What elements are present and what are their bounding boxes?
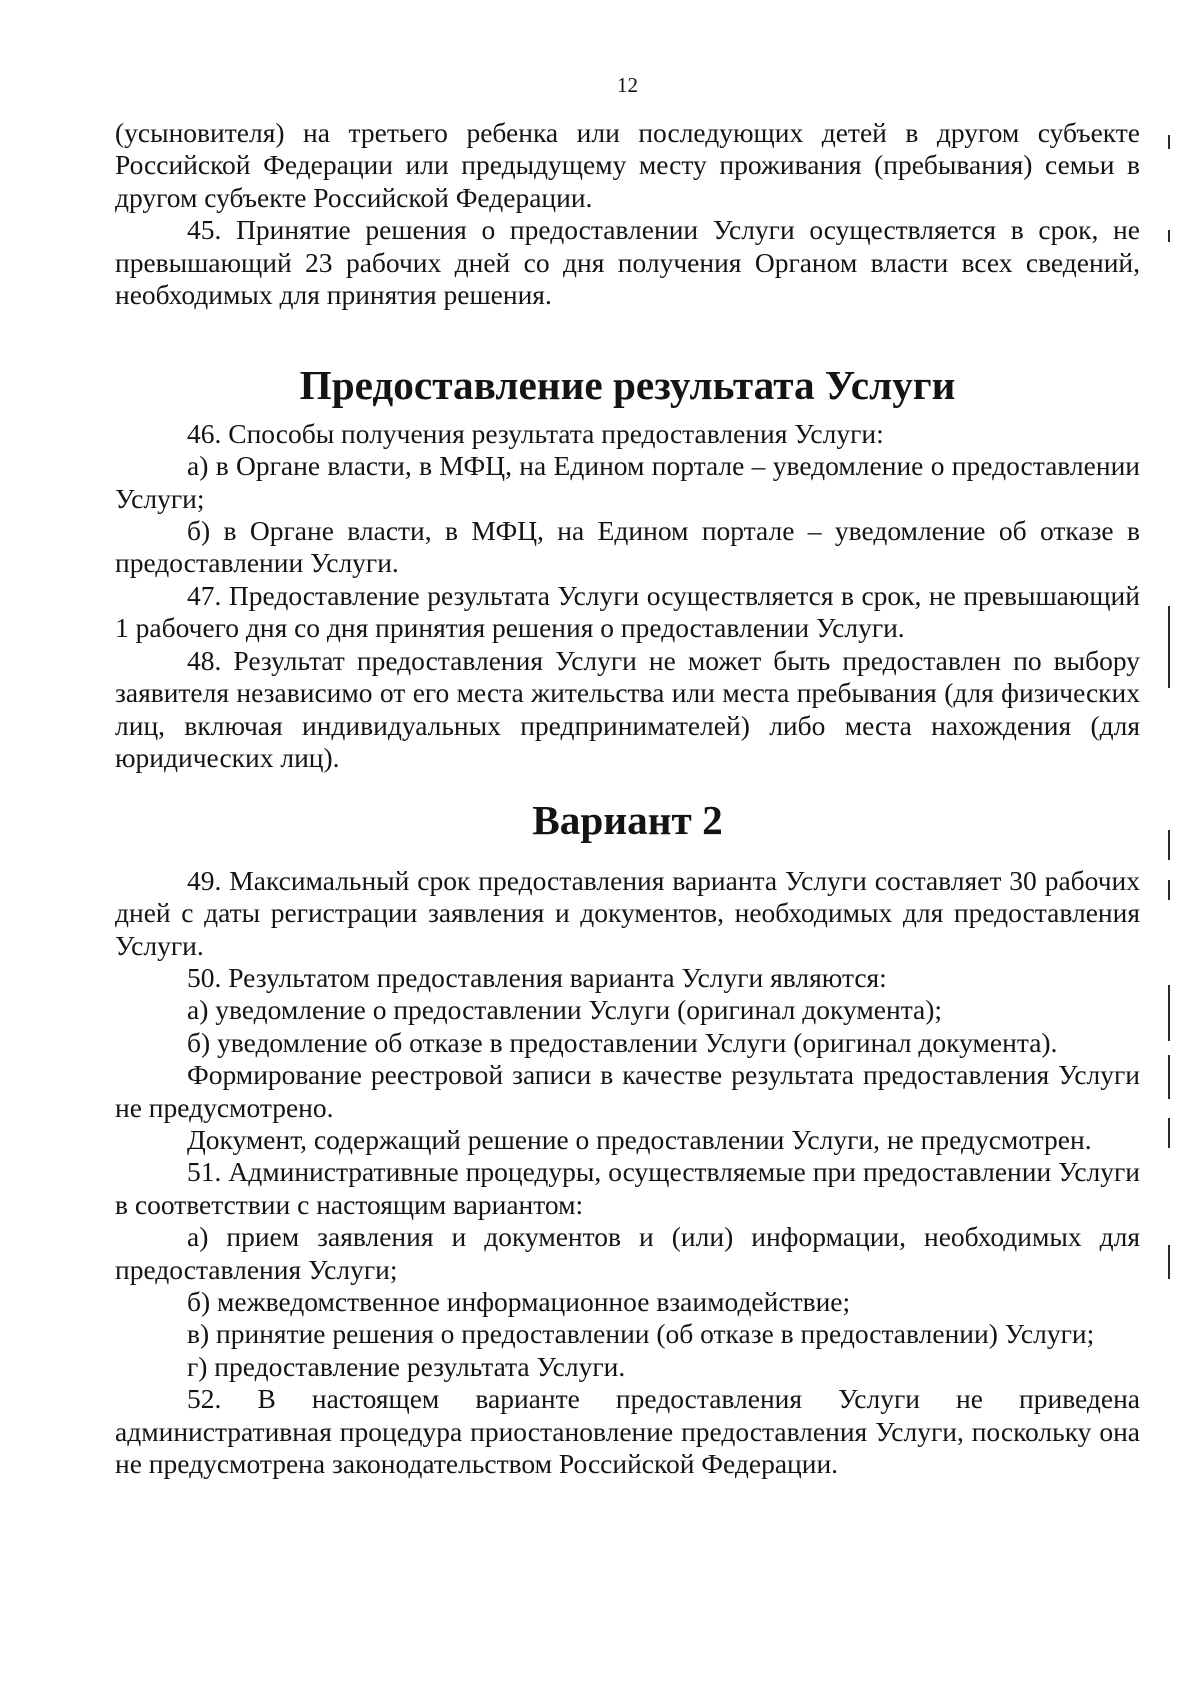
section-heading-variant-2: Вариант 2: [532, 797, 723, 844]
paragraph-50: 50. Результатом предоставления варианта Услуги являются:: [187, 961, 887, 993]
margin-mark: [1168, 880, 1170, 900]
document-body: [115, 117, 1140, 1480]
margin-mark: [1168, 606, 1170, 650]
margin-mark: [1168, 135, 1170, 149]
margin-mark: [1168, 1055, 1170, 1099]
paragraph-52: 52. В настоящем варианте предоставления Услуги не приведена административная процедура приостановление предоставления Услуги, поскольку она не предусмотрена законодательством Российской Федерации.: [115, 1383, 1140, 1480]
paragraph-45: 45. Принятие решения о предоставлении Услуги осуществляется в срок, не превышающий 23 рабочих дней со дня получения Органом власти всех сведений, необходимых для принятия решения.: [115, 214, 1140, 311]
section-heading-result: Предоставление результата Услуги: [299, 362, 956, 409]
paragraph-51-g: г) предоставление результата Услуги.: [187, 1350, 626, 1382]
paragraph-50-a: а) уведомление о предоставлении Услуги (оригинал документа);: [187, 994, 943, 1026]
margin-mark: [1168, 1118, 1170, 1148]
page-number: 12: [617, 73, 638, 97]
paragraph-49: 49. Максимальный срок предоставления варианта Услуги составляет 30 рабочих дней с даты регистрации заявления и документов, необходимых для предоставления Услуги.: [115, 864, 1140, 961]
paragraph-48: 48. Результат предоставления Услуги не может быть предоставлен по выбору заявителя независимо от его места жительства или места пребывания (для физических лиц, включая индивидуальных предпринимателей) либо места нахождения (для юридических лиц).: [115, 644, 1140, 773]
paragraph-50-b: б) уведомление об отказе в предоставлении Услуги (оригинал документа).: [187, 1026, 1058, 1058]
margin-mark: [1168, 1245, 1170, 1279]
paragraph-51-v: в) принятие решения о предоставлении (об отказе в предоставлении) Услуги;: [187, 1318, 1095, 1350]
paragraph-document: Документ, содержащий решение о предоставлении Услуги, не предусмотрен.: [187, 1123, 1092, 1155]
paragraph-46: 46. Способы получения результата предоставления Услуги:: [187, 417, 884, 449]
paragraph-46-b: б) в Органе власти, в МФЦ, на Едином портале – уведомление об отказе в предоставлении Услуги.: [115, 515, 1140, 579]
paragraph-47: 47. Предоставление результата Услуги осуществляется в срок, не превышающий 1 рабочего дня со дня принятия решения о предоставлении Услуги.: [115, 579, 1140, 644]
paragraph-51-b: б) межведомственное информационное взаимодействие;: [187, 1286, 851, 1317]
paragraph-46-a: а) в Органе власти, в МФЦ, на Едином портале – уведомление о предоставлении Услуги;: [115, 450, 1140, 514]
margin-mark: [1168, 830, 1170, 860]
margin-mark: [1168, 648, 1170, 688]
margin-mark: [1168, 230, 1170, 242]
paragraph-51-a: а) прием заявления и документов и (или) информации, необходимых для предоставления Услуги;: [115, 1221, 1140, 1285]
paragraph-registry: Формирование реестровой записи в качестве результата предоставления Услуги не предусмотрено.: [115, 1059, 1140, 1123]
paragraph-51: 51. Административные процедуры, осуществляемые при предоставлении Услуги в соответствии с настоящим вариантом:: [115, 1156, 1140, 1220]
margin-mark: [1168, 985, 1170, 1041]
paragraph-continuation: (усыновителя) на третьего ребенка или последующих детей в другом субъекте Российской Федерации или предыдущему месту проживания (пребывания) семьи в другом субъекте Российской Федерации.: [115, 117, 1140, 213]
